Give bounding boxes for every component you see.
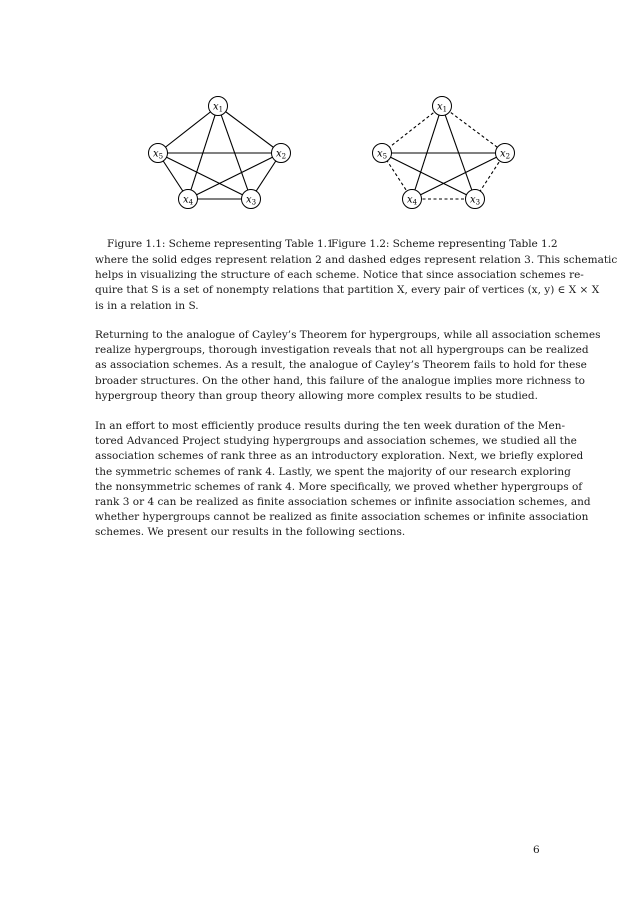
text-line: tored Advanced Project studying hypergroups and association schemes, we studied all the bbox=[95, 435, 577, 448]
text-line: Returning to the analogue of Cayley’s Theorem for hypergroups, while all association schemes bbox=[95, 329, 601, 341]
text-line: realize hypergroups, thorough investigation reveals that not all hypergroups can be realized bbox=[95, 344, 589, 357]
paragraph-3 bbox=[95, 419, 591, 541]
svg-text:x2: $x_2$ bbox=[275, 148, 287, 161]
vertex-x2 bbox=[496, 144, 515, 163]
edge-x1-x2 bbox=[442, 106, 505, 153]
text-line: helps in visualizing the structure of each scheme. Notice that since association schemes re- bbox=[95, 269, 584, 282]
vertex-x3 bbox=[242, 190, 261, 209]
text-line: the nonsymmetric schemes of rank 4. More specifically, we proved whether hypergroups of bbox=[95, 480, 583, 493]
text-line: where the solid edges represent relation 2 and dashed edges represent relation 3. This schematic bbox=[95, 254, 618, 266]
figure-1-2 bbox=[372, 90, 512, 215]
text-line: as association schemes. As a result, the analogue of Cayley’s Theorem fails to hold for these bbox=[95, 359, 587, 372]
svg-text:x1: $x_1$ bbox=[212, 101, 224, 114]
page-number: 6 bbox=[533, 844, 540, 856]
text-line: association schemes of rank three as an introductory exploration. Next, we briefly explored bbox=[95, 450, 584, 463]
svg-text:x4: $x_4$ bbox=[182, 194, 194, 207]
text-line: is in a relation in S. bbox=[95, 299, 199, 312]
paragraph-1 bbox=[95, 253, 618, 314]
svg-text:x5: $x_5$ bbox=[376, 148, 388, 161]
text-line: hypergroup theory than group theory allowing more complex results to be studied. bbox=[95, 389, 538, 402]
vertex-x4 bbox=[403, 190, 422, 209]
vertex-x4 bbox=[179, 190, 198, 209]
svg-text:x4: $x_4$ bbox=[406, 194, 418, 207]
svg-text:x2: $x_2$ bbox=[499, 148, 511, 161]
text-line: whether hypergroups cannot be realized as finite association schemes or infinite association bbox=[95, 511, 589, 524]
edge-x2-x4 bbox=[412, 153, 505, 199]
edge-x1-x5 bbox=[158, 106, 218, 153]
vertex-x2 bbox=[272, 144, 291, 163]
vertex-x1 bbox=[433, 97, 452, 116]
vertex-x3 bbox=[466, 190, 485, 209]
vertex-x1 bbox=[209, 97, 228, 116]
svg-text:x5: $x_5$ bbox=[152, 148, 164, 161]
edge-x1-x2 bbox=[218, 106, 281, 153]
figure-1-1 bbox=[148, 90, 288, 215]
text-line: schemes. We present our results in the following sections. bbox=[95, 526, 406, 539]
text-line: rank 3 or 4 can be realized as finite association schemes or infinite association schemes, and bbox=[95, 496, 591, 509]
graph-figure-1-2 bbox=[372, 90, 512, 215]
edge-x1-x5 bbox=[382, 106, 442, 153]
graph-figure-1-1 bbox=[148, 90, 288, 215]
vertex-x5 bbox=[149, 144, 168, 163]
text-line: broader structures. On the other hand, this failure of the analogue implies more richness to bbox=[95, 374, 585, 387]
svg-text:x3: $x_3$ bbox=[245, 194, 257, 207]
svg-text:x3: $x_3$ bbox=[469, 194, 481, 207]
figure-caption-1-2: Figure 1.2: Scheme representing Table 1.2 bbox=[331, 238, 558, 250]
text-line: the symmetric schemes of rank 4. Lastly, we spent the majority of our research exploring bbox=[95, 465, 571, 478]
figure-caption-1-1: Figure 1.1: Scheme representing Table 1.1 bbox=[107, 238, 334, 250]
text-line: In an effort to most efficiently produce results during the ten week duration of the Men- bbox=[95, 420, 566, 432]
vertex-x5 bbox=[373, 144, 392, 163]
paragraph-2 bbox=[95, 328, 601, 404]
text-line: quire that S is a set of nonempty relations that partition X, every pair of vertices (x, y) ∈ X × X bbox=[95, 284, 600, 297]
svg-text:x1: $x_1$ bbox=[436, 101, 448, 114]
edge-x2-x4 bbox=[188, 153, 281, 199]
